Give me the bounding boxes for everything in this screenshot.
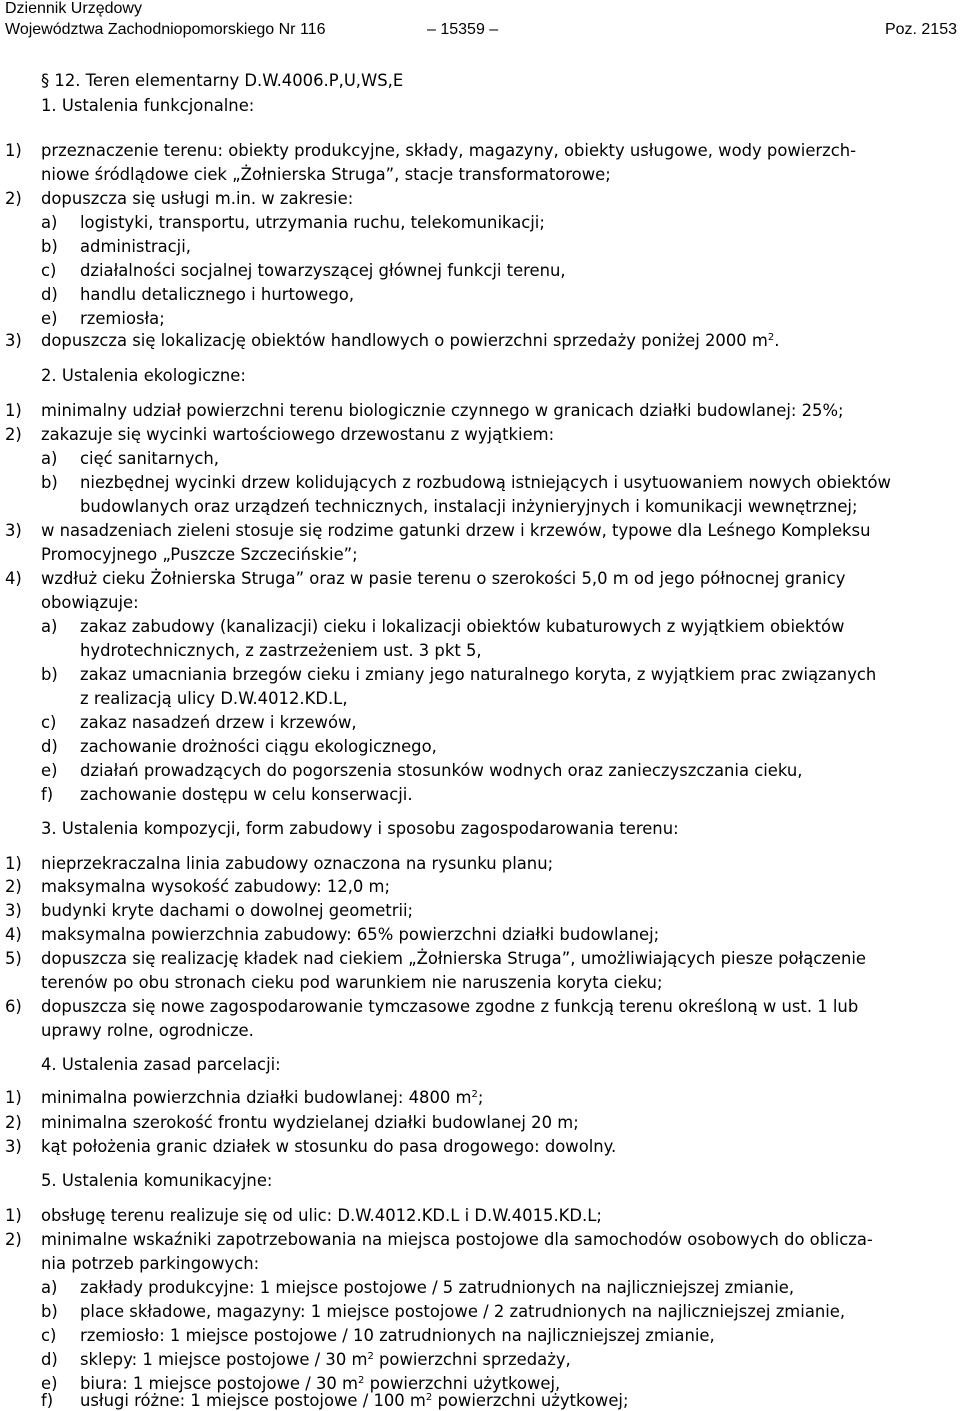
- journal-name: Dziennik Urzędowy: [5, 0, 142, 17]
- document-page: Dziennik Urzędowy Województwa Zachodniopomorskiego Nr 116 – 15359 – Poz. 2153 § 12. Teren elementarny D.W.4006.P,U,WS,E 1. Ustalenia funkcjonalne: 1) przeznaczenie terenu: obiekty produkcyjne, składy, magazyny, obiekty usługowe, wody powierzch- niowe śródlądowe ciek „Żołnierska Struga”, stacje transformatorowe; 2) dopuszcza się usługi m.in. w zakresie: a) logistyki, transportu, utrzymania ruchu, telekomunikacji; b) administracji, c) działalności socjalnej towarzyszącej głównej funkcji terenu, d) handlu detalicznego i hurtowego, e) rzemiosła; 3) dopuszcza się lokalizację obiektów handlowych o powierzchni sprzedaży poniżej 2000 $m^2$. 2. Ustalenia ekologiczne: 1) minimalny udział powierzchni terenu biologicznie czynnego w granicach działki budowlanej: 25%; 2) zakazuje się wycinki wartościowego drzewostanu z wyjątkiem: a) cięć sanitarnych, b) niezbędnej wycinki drzew kolidujących z rozbudową istniejących i usytuowaniem nowych obiektów budowlanych oraz urządzeń technicznych, instalacji inżynieryjnych i komunikacji wewnętrznej; 3) w nasadzeniach zieleni stosuje się rodzime gatunki drzew i krzewów, typowe dla Leśnego Kompleksu Promocyjnego „Puszcze Szczecińskie”; 4) wzdłuż cieku Żołnierska Struga” oraz w pasie terenu o szerokości 5,0 m od jego północnej granicy obowiązuje: a) zakaz zabudowy (kanalizacji) cieku i lokalizacji obiektów kubaturowych z wyjątkiem obiektów hydrotechnicznych, z zastrzeżeniem ust. 3 pkt 5, b) zakaz umacniania brzegów cieku i zmiany jego naturalnego koryta, z wyjątkiem prac związanych z realizacją ulicy D.W.4012.KD.L, c) zakaz nasadzeń drzew i krzewów, d) zachowanie drożności ciągu ekologicznego, e) działań prowadzących do pogorszenia stosunków wodnych oraz zanieczyszczania cieku, f) zachowanie dostępu w celu konserwacji. 3. Ustalenia kompozycji, form zabudowy i sposobu zagospodarowania terenu: 1) nieprzekraczalna linia zabudowy oznaczona na rysunku planu; 2) maksymalna wysokość zabudowy: 12,0 m; 3) budynki kryte dachami o dowolnej geometrii; 4) maksymalna powierzchnia zabudowy: 65% powierzchni działki budowlanej; 5) dopuszcza się realizację kładek nad ciekiem „Żołnierska Struga”, umożliwiających piesze połączenie terenów po obu stronach cieku pod warunkiem nie naruszenia koryta cieku; 6) dopuszcza się nowe zagospodarowanie tymczasowe zgodne z funkcją terenu określoną w ust. 1 lub uprawy rolne, ogrodnicze. 4. Ustalenia zasad parcelacji: 1) minimalna powierzchnia działki budowlanej: 4800 $m^2$; 2) minimalna szerokość frontu wydzielanej działki budowlanej 20 m; 3) kąt położenia granic działek w stosunku do pasa drogowego: dowolny. 5. Ustalenia komunikacyjne: 1) obsługę terenu realizuje się od ulic: D.W.4012.KD.L i D.W.4015.KD.L; 2) minimalne wskaźniki zapotrzebowania na miejsca postojowe dla samochodów osobowych do oblicza- nia potrzeb parkingowych: a) zakłady produkcyjne: 1 miejsce postojowe / 5 zatrudnionych na najliczniejszej zmianie, b) place składowe, magazyny: 1 miejsce postojowe / 2 zatrudnionych na najliczniejszej zmianie, c) rzemiosło: 1 miejsce postojowe / 10 zatrudnionych na najliczniejszej zmianie, d) sklepy: 1 miejsce postojowe / 30 $m^2$ powierzchni sprzedaży, e) biura: 1 miejsce postojowe / 30 $m^2$ powierzchni użytkowej, f) usługi różne: 1 miejsce postojowe / 100 $m^2$ powierzchni użytkowej;: [5, 0, 957, 1410]
- voivodeship-issue: Województwa Zachodniopomorskiego Nr 116: [5, 21, 326, 38]
- page-number: – 15359 –: [427, 21, 499, 38]
- position-number: Poz. 2153: [884, 21, 957, 38]
